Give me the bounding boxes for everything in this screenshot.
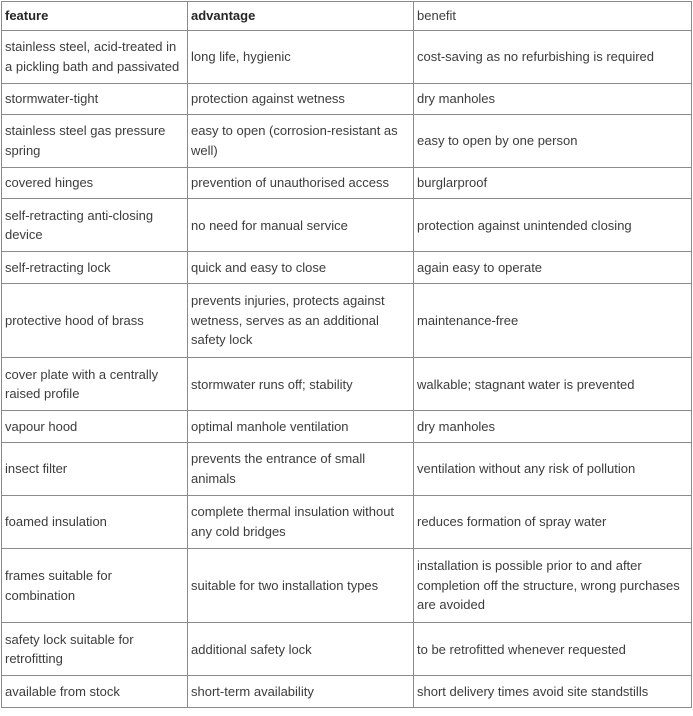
feature-cell: available from stock xyxy=(2,676,188,708)
benefit-cell: dry manholes xyxy=(414,411,692,442)
benefit-cell: protection against unintended closing xyxy=(414,199,692,252)
advantage-cell: prevents the entrance of small animals xyxy=(188,442,414,495)
column-header-advantage: advantage xyxy=(188,2,414,31)
benefit-cell: reduces formation of spray water xyxy=(414,495,692,548)
feature-cell: insect filter xyxy=(2,442,188,495)
table-row xyxy=(2,199,692,252)
feature-cell: foamed insulation xyxy=(2,495,188,548)
advantage-cell: protection against wetness xyxy=(188,83,414,114)
advantage-cell: prevention of unauthorised access xyxy=(188,167,414,198)
benefit-cell: burglarproof xyxy=(414,167,692,198)
table-row xyxy=(2,167,692,198)
feature-cell: covered hinges xyxy=(2,167,188,198)
table-row xyxy=(2,83,692,114)
table-row xyxy=(2,411,692,442)
benefit-cell: easy to open by one person xyxy=(414,114,692,167)
column-header-feature: feature xyxy=(2,2,188,31)
advantage-cell: complete thermal insulation without any cold bridges xyxy=(188,495,414,548)
table-row xyxy=(2,442,692,495)
table-row xyxy=(2,114,692,167)
advantage-cell: prevents injuries, protects against wetness, serves as an additional safety lock xyxy=(188,283,414,358)
benefit-cell: maintenance-free xyxy=(414,283,692,358)
benefit-cell: cost-saving as no refurbishing is required xyxy=(414,30,692,83)
benefit-cell: to be retrofitted whenever requested xyxy=(414,623,692,676)
table-row xyxy=(2,495,692,548)
feature-cell: vapour hood xyxy=(2,411,188,442)
benefit-cell: ventilation without any risk of pollution xyxy=(414,442,692,495)
table-row xyxy=(2,252,692,283)
advantage-cell: optimal manhole ventilation xyxy=(188,411,414,442)
benefit-cell: walkable; stagnant water is prevented xyxy=(414,358,692,411)
feature-cell: self-retracting anti-closing device xyxy=(2,199,188,252)
feature-cell: stainless steel, acid-treated in a pickling bath and passivated xyxy=(2,30,188,83)
feature-cell: stainless steel gas pressure spring xyxy=(2,114,188,167)
advantage-cell: long life, hygienic xyxy=(188,30,414,83)
advantage-cell: short-term availability xyxy=(188,676,414,708)
advantage-cell: stormwater runs off; stability xyxy=(188,358,414,411)
feature-cell: frames suitable for combination xyxy=(2,548,188,623)
benefit-cell: short delivery times avoid site standstills xyxy=(414,676,692,708)
advantage-cell: suitable for two installation types xyxy=(188,548,414,623)
table-row xyxy=(2,548,692,623)
table-row xyxy=(2,623,692,676)
feature-cell: self-retracting lock xyxy=(2,252,188,283)
advantage-cell: no need for manual service xyxy=(188,199,414,252)
feature-cell: safety lock suitable for retrofitting xyxy=(2,623,188,676)
advantage-cell: quick and easy to close xyxy=(188,252,414,283)
advantage-cell: additional safety lock xyxy=(188,623,414,676)
table-row xyxy=(2,358,692,411)
feature-cell: stormwater-tight xyxy=(2,83,188,114)
column-header-benefit: benefit xyxy=(414,2,692,31)
benefit-cell: installation is possible prior to and after completion off the structure, wrong purchases are avoided xyxy=(414,548,692,623)
header-row xyxy=(2,2,692,31)
feature-advantage-benefit-table xyxy=(1,1,692,708)
table-row xyxy=(2,30,692,83)
table-row xyxy=(2,676,692,708)
feature-cell: protective hood of brass xyxy=(2,283,188,358)
benefit-cell: dry manholes xyxy=(414,83,692,114)
feature-cell: cover plate with a centrally raised profile xyxy=(2,358,188,411)
table-row xyxy=(2,283,692,358)
benefit-cell: again easy to operate xyxy=(414,252,692,283)
advantage-cell: easy to open (corrosion-resistant as well) xyxy=(188,114,414,167)
